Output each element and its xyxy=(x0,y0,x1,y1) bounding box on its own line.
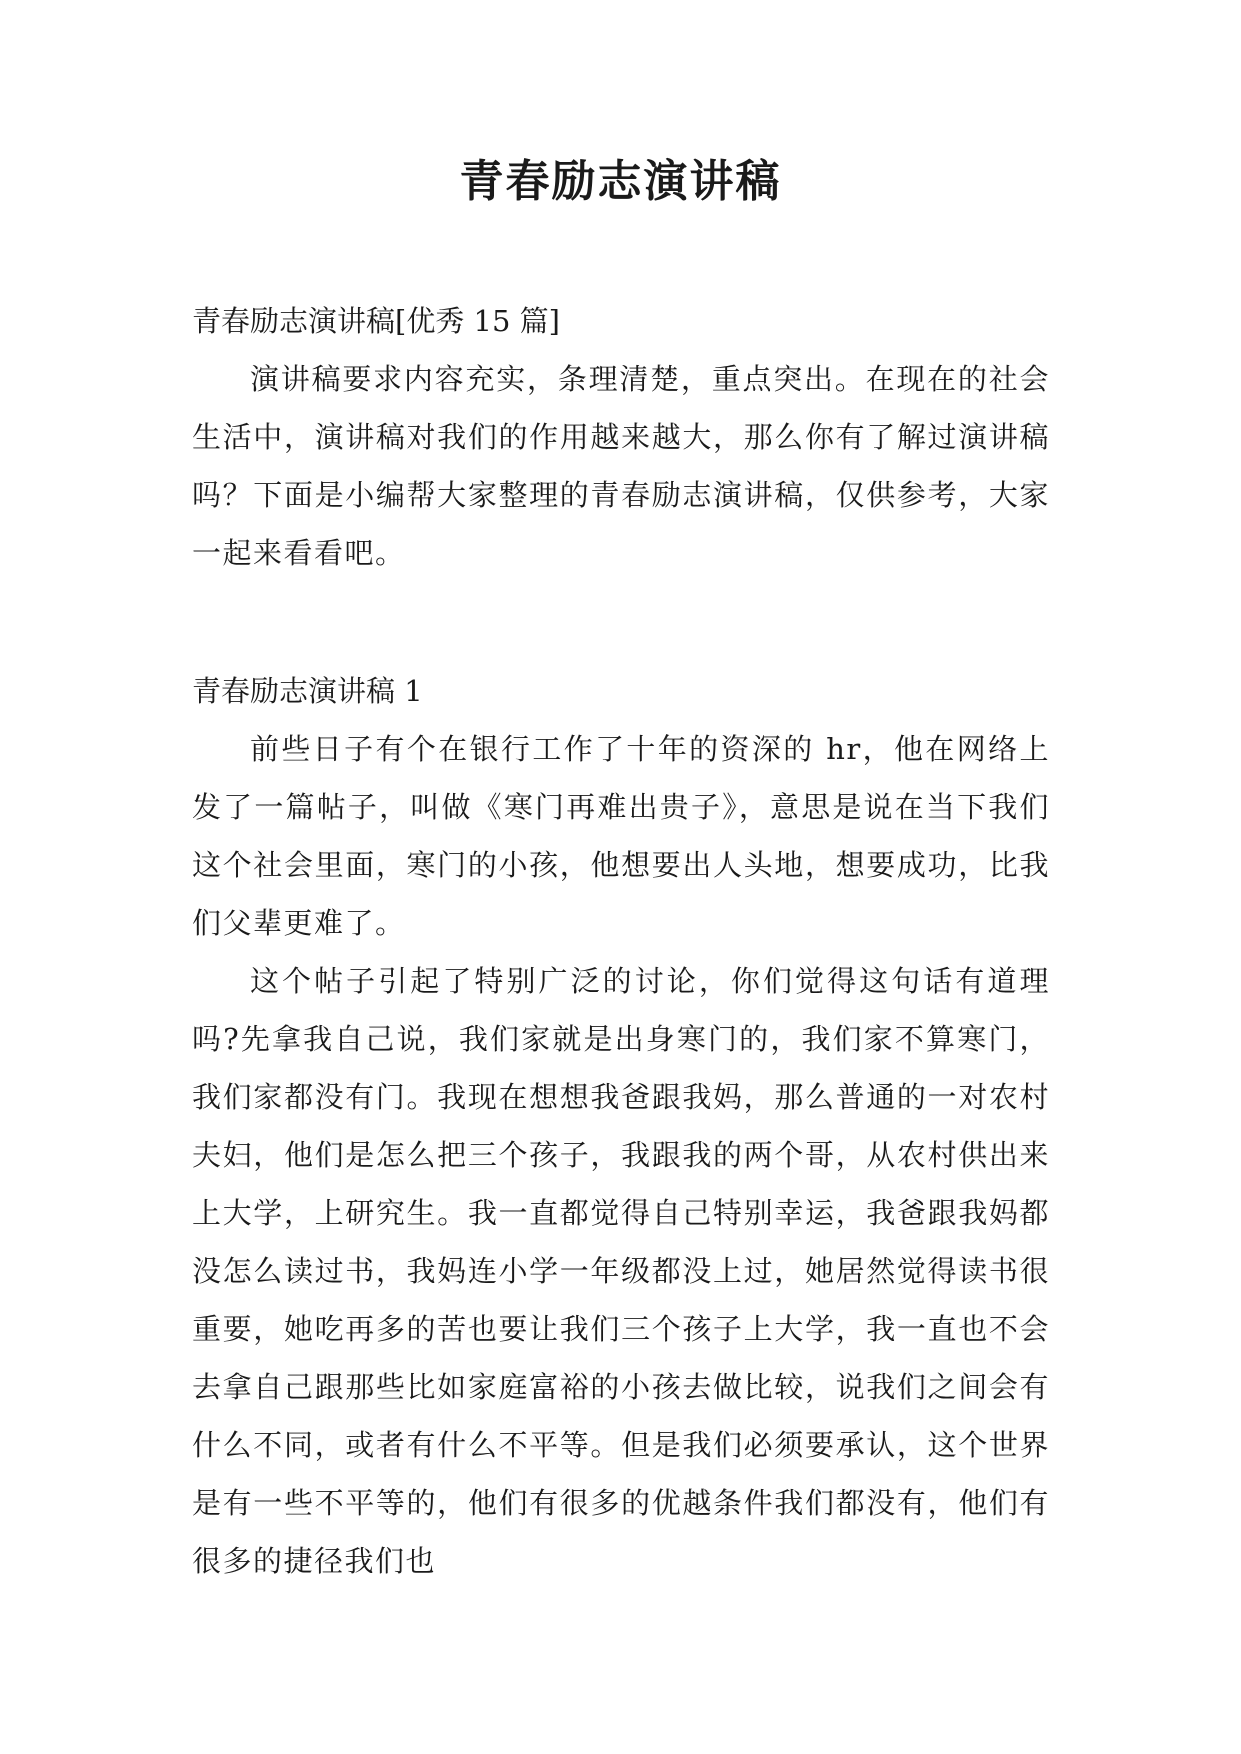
document-subtitle: 青春励志演讲稿[优秀 15 篇] xyxy=(192,304,560,338)
section-spacer xyxy=(192,582,1050,662)
section-paragraph-1: 前些日子有个在银行工作了十年的资深的 hr，他在网络上发了一篇帖子，叫做《寒门再难出贵子》，意思是说在当下我们这个社会里面，寒门的小孩，他想要出人头地，想要成功，比我们父辈更难了。 xyxy=(192,732,1050,940)
section-heading: 青春励志演讲稿 1 xyxy=(192,674,423,708)
document-body xyxy=(192,292,1050,1590)
intro-paragraph: 演讲稿要求内容充实，条理清楚，重点突出。在现在的社会生活中，演讲稿对我们的作用越来越大，那么你有了解过演讲稿吗？下面是小编帮大家整理的青春励志演讲稿，仅供参考，大家一起来看看吧。 xyxy=(192,362,1050,570)
section-paragraph-2: 这个帖子引起了特别广泛的讨论，你们觉得这句话有道理吗?先拿我自己说，我们家就是出身寒门的，我们家不算寒门，我们家都没有门。我现在想想我爸跟我妈，那么普通的一对农村夫妇，他们是怎么把三个孩子，我跟我的两个哥，从农村供出来上大学，上研究生。我一直都觉得自己特别幸运，我爸跟我妈都没怎么读过书，我妈连小学一年级都没上过，她居然觉得读书很重要，她吃再多的苦也要让我们三个孩子上大学，我一直也不会去拿自己跟那些比如家庭富裕的小孩去做比较，说我们之间会有什么不同，或者有什么不平等。但是我们必须要承认，这个世界是有一些不平等的，他们有很多的优越条件我们都没有，他们有很多的捷径我们也 xyxy=(192,964,1050,1578)
document-title: 青春励志演讲稿 xyxy=(459,156,782,207)
